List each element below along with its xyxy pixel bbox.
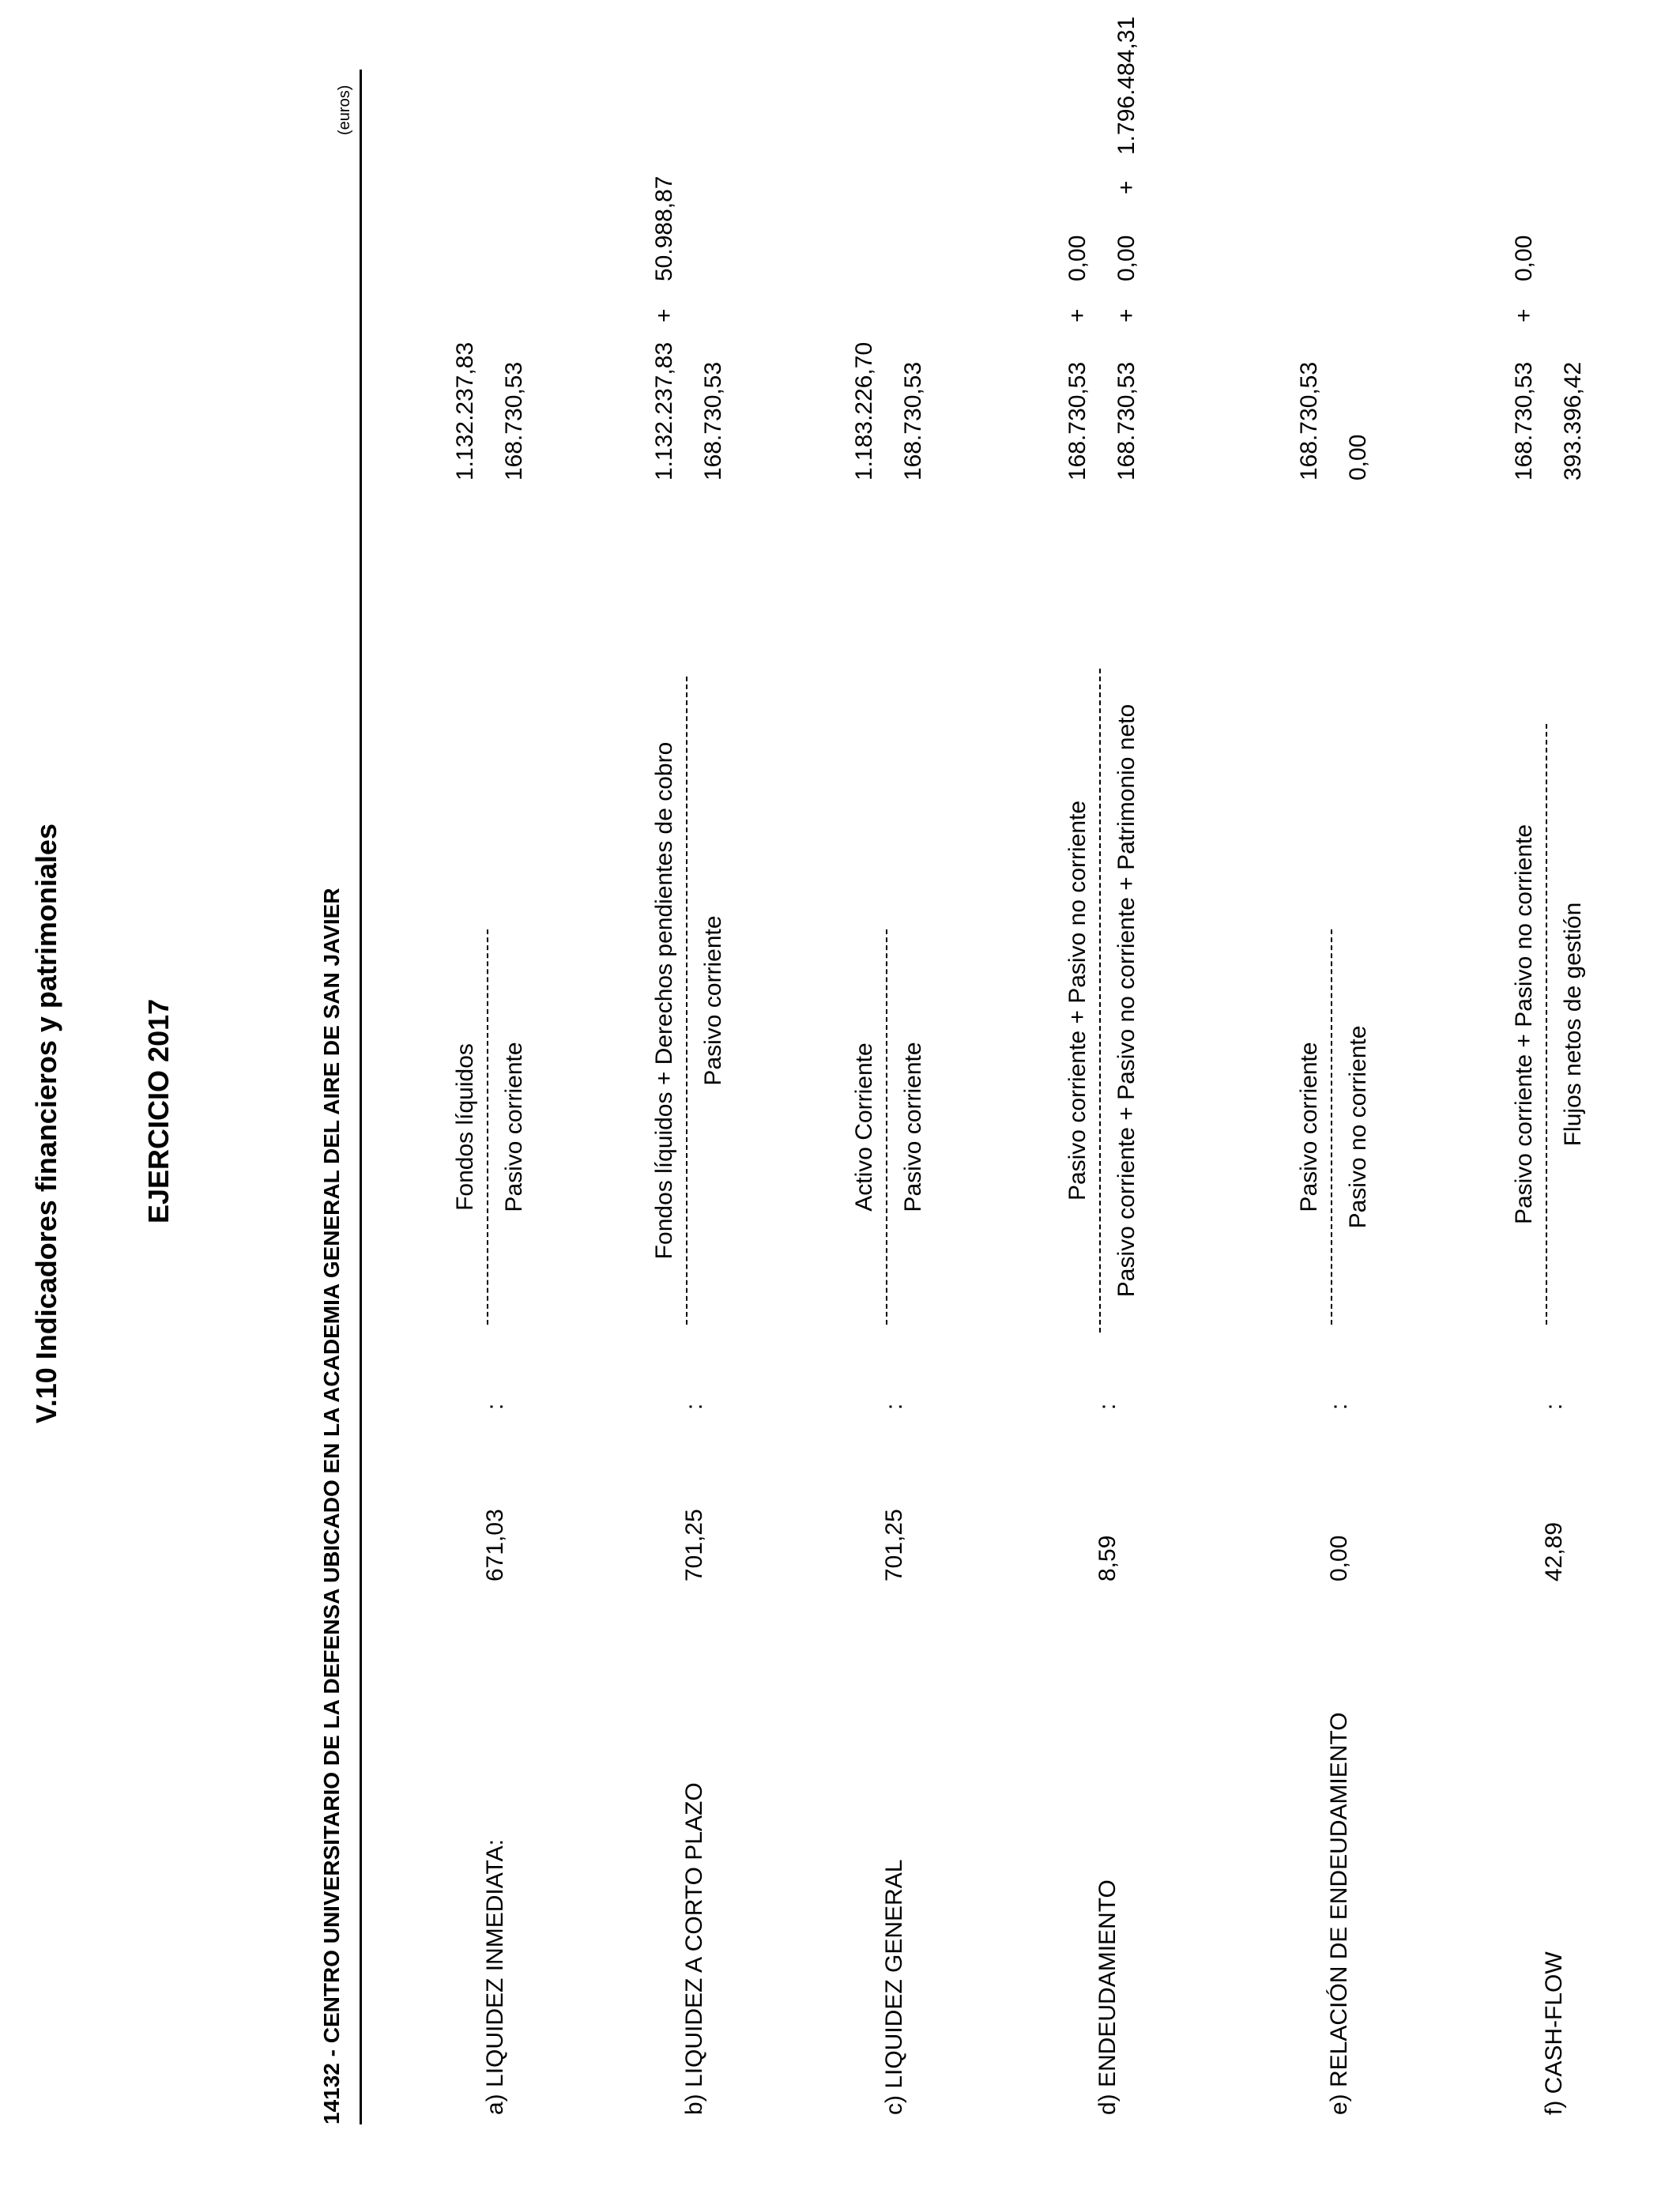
numerator-value: 1.132.237,83 — [651, 341, 677, 481]
denominator-formula: Pasivo corriente — [700, 915, 726, 1086]
denominator-formula: Pasivo corriente — [900, 1042, 926, 1212]
fraction-bar — [1331, 929, 1332, 1325]
colon-separator: : — [881, 1403, 907, 1410]
indicator-value: 8,59 — [1094, 1535, 1121, 1581]
indicator-value: 0,00 — [1326, 1535, 1352, 1581]
plus-sign: + — [1064, 308, 1090, 322]
numerator-formula: Pasivo corriente + Pasivo no corriente — [1511, 824, 1537, 1225]
denominator-value: 1.796.484,31 — [1113, 16, 1139, 155]
denominator-formula: Flujos netos de gestión — [1560, 902, 1586, 1147]
denominator-formula: Pasivo corriente + Pasivo no corriente + Patrimonio neto — [1113, 703, 1139, 1298]
indicator-label: d) ENDEUDAMIENTO — [1094, 1879, 1121, 2115]
fraction-bar — [1099, 669, 1101, 1333]
numerator-formula: Activo Corriente — [851, 1042, 877, 1212]
indicator-label: b) LIQUIDEZ A CORTO PLAZO — [681, 1782, 707, 2115]
colon-separator: : — [1094, 1403, 1121, 1410]
numerator-formula: Pasivo corriente + Pasivo no corriente — [1064, 800, 1090, 1201]
indicator-value: 701,25 — [681, 1509, 707, 1581]
colon-separator: : — [482, 1403, 508, 1410]
numerator-value: 168.730,53 — [1296, 361, 1322, 481]
plus-sign: + — [1113, 180, 1139, 194]
fraction-bar — [487, 929, 488, 1325]
fraction-bar — [1546, 724, 1547, 1325]
indicator-value: 671,03 — [482, 1509, 508, 1581]
colon-separator: : — [1541, 1403, 1567, 1410]
denominator-formula: Pasivo corriente — [501, 1042, 527, 1212]
indicator-label: e) RELACIÓN DE ENDEUDAMIENTO — [1326, 1712, 1352, 2115]
indicator-value: 701,25 — [881, 1509, 907, 1581]
plus-sign: + — [651, 308, 677, 322]
numerator-formula: Pasivo corriente — [1296, 1042, 1322, 1212]
entity-heading: 14132 - CENTRO UNIVERSITARIO DE LA DEFENSA UBICADO EN LA ACADEMIA GENERAL DEL AIRE DE SAN JAVIER — [319, 888, 344, 2124]
plus-sign: + — [1511, 308, 1537, 322]
denominator-formula: Pasivo no corriente — [1345, 1025, 1371, 1229]
currency-note: (euros) — [336, 85, 353, 135]
exercise-title: EJERCICIO 2017 — [142, 998, 175, 1223]
numerator-value: 1.132.237,83 — [452, 341, 478, 481]
plus-sign: + — [1113, 308, 1139, 322]
numerator-formula: Fondos líquidos — [452, 1043, 478, 1211]
denominator-value: 168.730,53 — [700, 361, 726, 481]
header-rule — [360, 70, 362, 2124]
denominator-value: 168.730,53 — [1113, 361, 1139, 481]
fraction-bar — [686, 677, 687, 1325]
indicator-label: f) CASH-FLOW — [1541, 1951, 1567, 2115]
numerator-value: 1.183.226,70 — [851, 341, 877, 481]
colon-separator: : — [681, 1403, 707, 1410]
indicator-value: 42,89 — [1541, 1521, 1567, 1581]
numerator-value: 50.988,87 — [651, 175, 677, 281]
denominator-value: 168.730,53 — [900, 361, 926, 481]
denominator-value: 393.396,42 — [1560, 361, 1586, 481]
denominator-value: 0,00 — [1345, 434, 1371, 481]
numerator-formula: Fondos líquidos + Derechos pendientes de cobro — [651, 741, 677, 1260]
numerator-value: 0,00 — [1511, 235, 1537, 281]
page-title: V.10 Indicadores financieros y patrimoniales — [30, 824, 62, 1423]
fraction-bar — [886, 929, 887, 1325]
indicator-label: a) LIQUIDEZ INMEDIATA: — [482, 1839, 508, 2115]
colon-separator: : — [1326, 1403, 1352, 1410]
denominator-value: 168.730,53 — [501, 361, 527, 481]
indicator-label: c) LIQUIDEZ GENERAL — [881, 1859, 907, 2115]
numerator-value: 0,00 — [1064, 235, 1090, 281]
numerator-value: 168.730,53 — [1064, 361, 1090, 481]
numerator-value: 168.730,53 — [1511, 361, 1537, 481]
denominator-value: 0,00 — [1113, 235, 1139, 281]
